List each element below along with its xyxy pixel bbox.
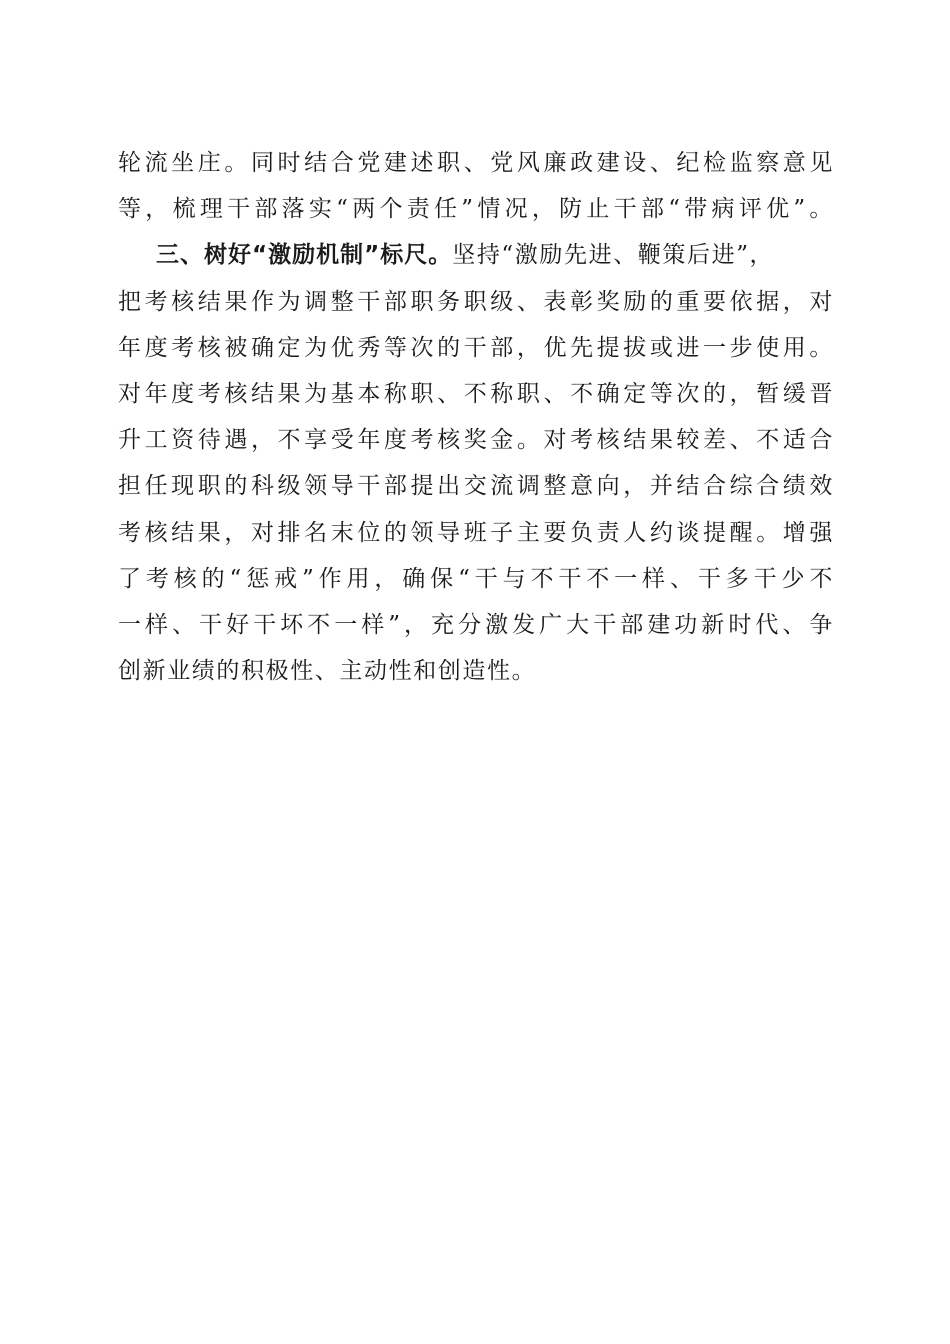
text-line: 了考核的“惩戒”作用，确保“干与不干不一样、干多干少不 — [118, 565, 834, 592]
text-line: 把考核结果作为调整干部职务职级、表彰奖励的重要依据，对 — [118, 288, 834, 315]
text-line: 创新业绩的积极性、主动性和创造性。 — [118, 658, 537, 685]
text-line: 一样、干好干坏不一样”，充分激发广大干部建功新时代、争 — [118, 611, 834, 638]
text-line: 等，梳理干部落实“两个责任”情况，防止干部“带病评优”。 — [118, 196, 834, 223]
document-body — [118, 140, 834, 694]
text-line: 对年度考核结果为基本称职、不称职、不确定等次的，暂缓晋 — [118, 380, 834, 407]
text-line: 轮流坐庄。同时结合党建述职、党风廉政建设、纪检监察意见 — [118, 150, 834, 176]
paragraph-1 — [118, 140, 834, 232]
text-span: 坚持“激励先进、鞭策后进”， — [452, 242, 775, 269]
text-line: 考核结果，对排名末位的领导班子主要负责人约谈提醒。增强 — [118, 519, 834, 546]
text-line: 升工资待遇，不享受年度考核奖金。对考核结果较差、不适合 — [118, 427, 834, 454]
text-line: 担任现职的科级领导干部提出交流调整意向，并结合综合绩效 — [118, 473, 834, 500]
text-line: 年度考核被确定为优秀等次的干部，优先提拔或进一步使用。 — [118, 334, 834, 361]
paragraph-first-line — [118, 232, 834, 278]
section-heading: 三、树好“激励机制”标尺。 — [156, 242, 453, 269]
paragraph-2 — [118, 232, 834, 694]
